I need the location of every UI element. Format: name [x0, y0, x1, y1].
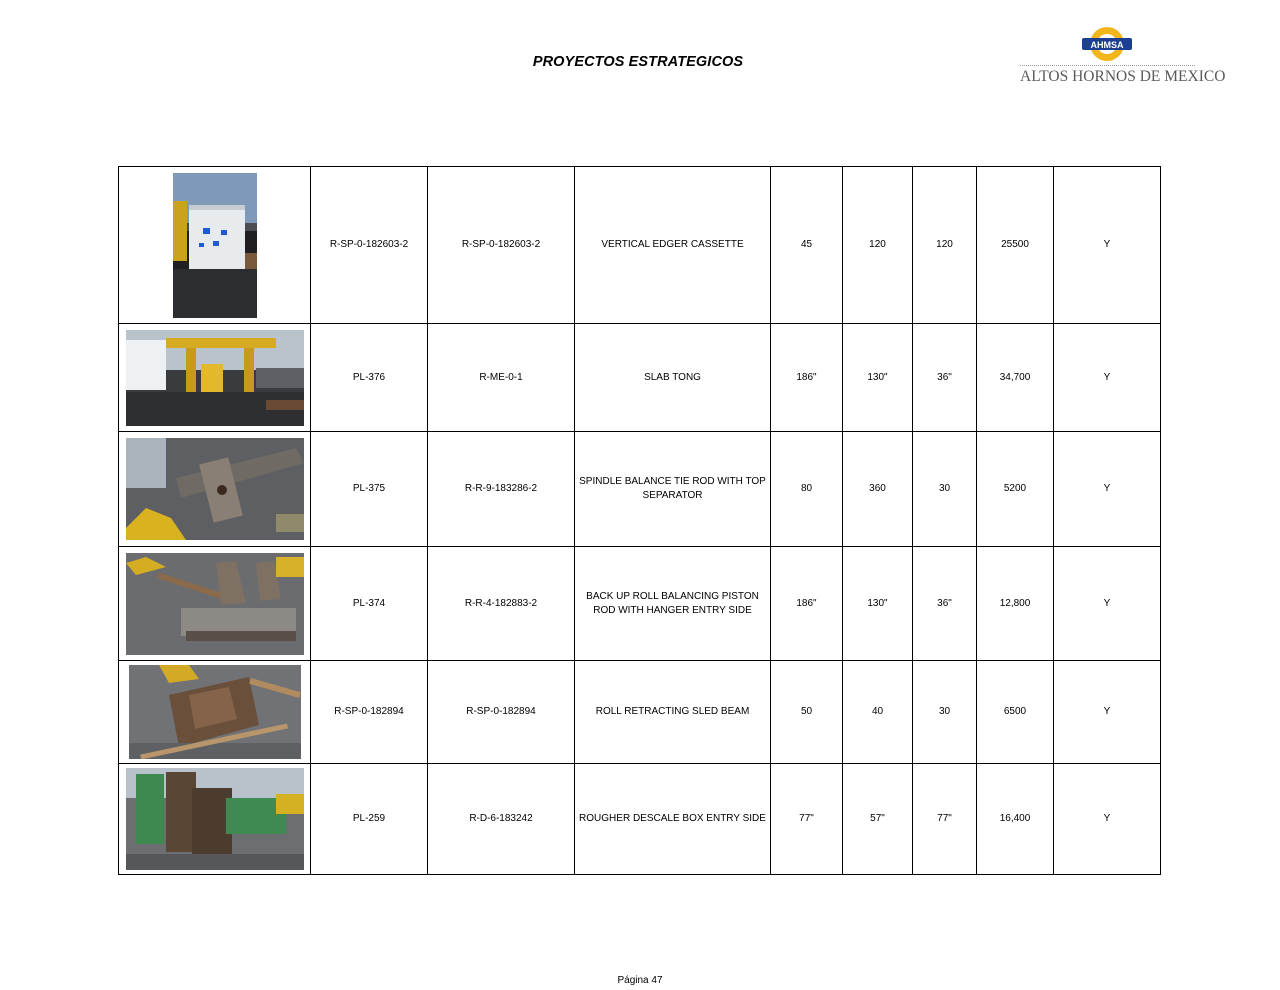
drawing-number: R-R-4-182883-2 [428, 547, 575, 661]
length-value: 186" [771, 324, 843, 432]
height-value: 120 [913, 167, 977, 324]
width-value: 57" [843, 764, 913, 875]
status-flag: Y [1054, 547, 1161, 661]
weight-value: 12,800 [977, 547, 1054, 661]
height-value: 30 [913, 661, 977, 764]
status-flag: Y [1054, 324, 1161, 432]
item-description: SLAB TONG [575, 324, 771, 432]
height-value: 36" [913, 324, 977, 432]
item-photo-cell [119, 547, 311, 661]
item-description: ROLL RETRACTING SLED BEAM [575, 661, 771, 764]
table-row [119, 661, 1161, 764]
status-flag: Y [1054, 432, 1161, 547]
item-photo-cell [119, 167, 311, 324]
item-description: SPINDLE BALANCE TIE ROD WITH TOP SEPARATOR [575, 432, 771, 547]
item-photo-cell [119, 661, 311, 764]
item-photo-cell [119, 432, 311, 547]
weight-value: 25500 [977, 167, 1054, 324]
inventory-table [118, 166, 1161, 875]
part-number: PL-259 [311, 764, 428, 875]
length-value: 77" [771, 764, 843, 875]
length-value: 45 [771, 167, 843, 324]
width-value: 130" [843, 324, 913, 432]
part-number: R-SP-0-182603-2 [311, 167, 428, 324]
svg-text:AHMSA: AHMSA [1090, 40, 1124, 50]
part-number: PL-374 [311, 547, 428, 661]
drawing-number: R-R-9-183286-2 [428, 432, 575, 547]
descale-box-photo [126, 768, 304, 870]
drawing-number: R-D-6-183242 [428, 764, 575, 875]
table-row [119, 547, 1161, 661]
status-flag: Y [1054, 167, 1161, 324]
table-row [119, 432, 1161, 547]
weight-value: 16,400 [977, 764, 1054, 875]
drawing-number: R-SP-0-182603-2 [428, 167, 575, 324]
tie-rod-photo [126, 438, 304, 540]
drawing-number: R-ME-0-1 [428, 324, 575, 432]
status-flag: Y [1054, 661, 1161, 764]
part-number: R-SP-0-182894 [311, 661, 428, 764]
length-value: 186" [771, 547, 843, 661]
length-value: 80 [771, 432, 843, 547]
document-title: PROYECTOS ESTRATEGICOS [532, 54, 744, 70]
weight-value: 6500 [977, 661, 1054, 764]
item-photo-cell [119, 324, 311, 432]
item-description: BACK UP ROLL BALANCING PISTON ROD WITH HANGER ENTRY SIDE [575, 547, 771, 661]
part-number: PL-376 [311, 324, 428, 432]
ahmsa-logo [1020, 24, 1226, 90]
table-row [119, 764, 1161, 875]
weight-value: 34,700 [977, 324, 1054, 432]
width-value: 40 [843, 661, 913, 764]
item-description: VERTICAL EDGER CASSETTE [575, 167, 771, 324]
width-value: 360 [843, 432, 913, 547]
logo-divider [1020, 65, 1195, 66]
sled-beam-photo [129, 665, 301, 759]
item-photo-cell [119, 764, 311, 875]
slab-tong-photo [126, 330, 304, 426]
height-value: 30 [913, 432, 977, 547]
cassette-photo [173, 173, 257, 318]
height-value: 36" [913, 547, 977, 661]
drawing-number: R-SP-0-182894 [428, 661, 575, 764]
table-row [119, 167, 1161, 324]
piston-rod-photo [126, 553, 304, 655]
page-number: Página 47 [617, 975, 663, 986]
status-flag: Y [1054, 764, 1161, 875]
part-number: PL-375 [311, 432, 428, 547]
logo-company-name: ALTOS HORNOS DE MEXICO [1020, 68, 1226, 85]
width-value: 120 [843, 167, 913, 324]
weight-value: 5200 [977, 432, 1054, 547]
length-value: 50 [771, 661, 843, 764]
logo-emblem-icon [1020, 24, 1195, 66]
width-value: 130" [843, 547, 913, 661]
table-row [119, 324, 1161, 432]
height-value: 77" [913, 764, 977, 875]
item-description: ROUGHER DESCALE BOX ENTRY SIDE [575, 764, 771, 875]
